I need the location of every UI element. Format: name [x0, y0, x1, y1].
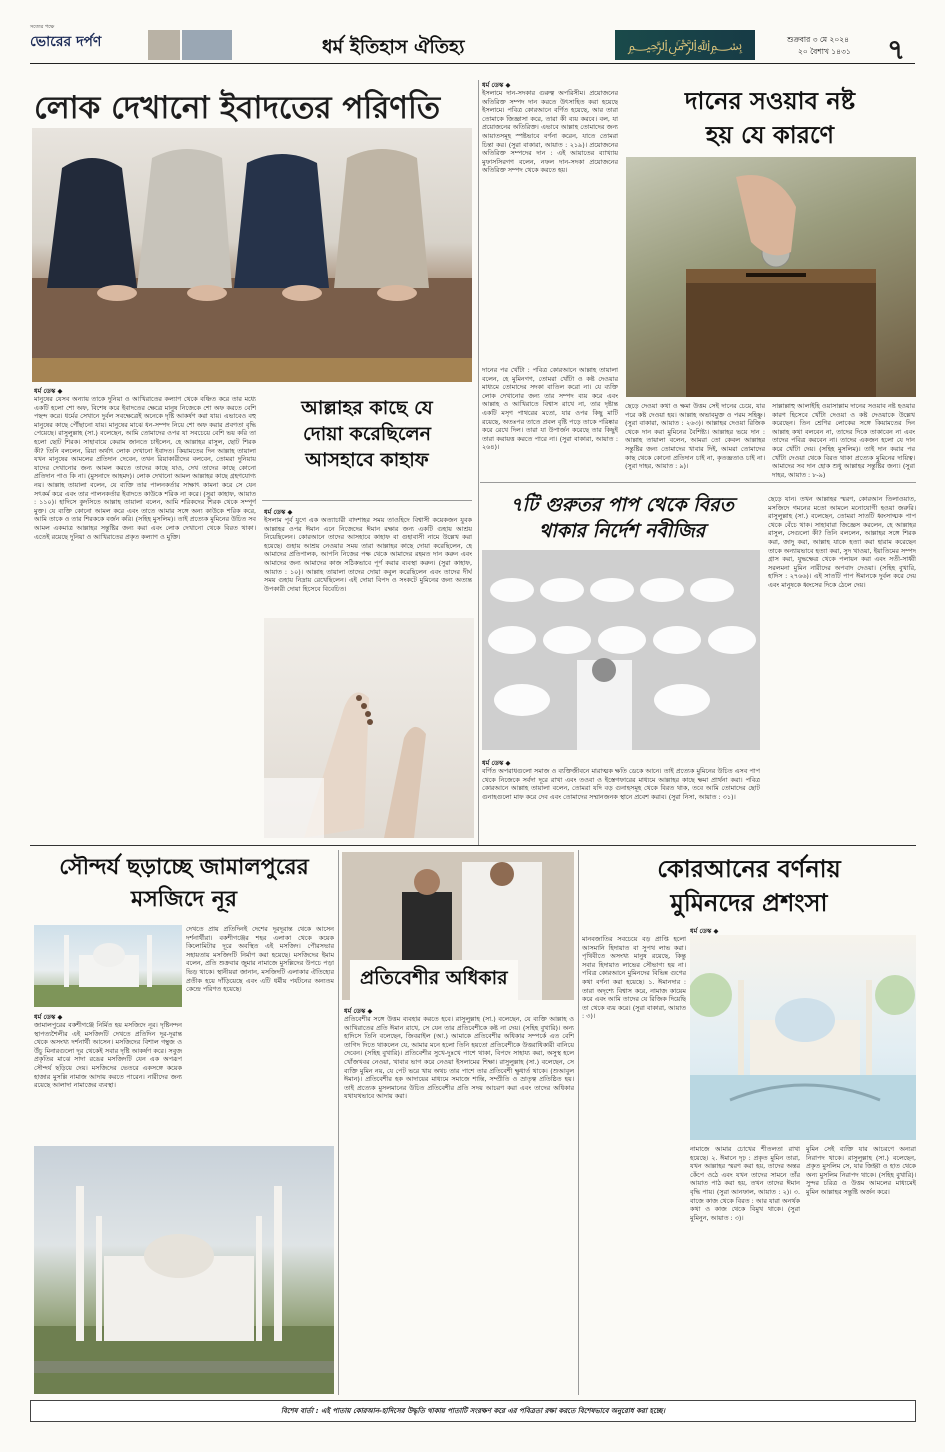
- body-quran-2: নামাজে আমার চোখের শীতলতা রাখা হয়েছে। ২. ঈমানে দৃঢ় : প্রকৃত মুমিন তারা, যখন আল্লাহর স্মরণ করা হয়, তাদের অন্তর কেঁপে ওঠে এবং যখন তাদের সামনে তাঁর আয়াত পাঠ করা হয়, তখন তাদের ঈমান বৃদ্ধি পায়। (সুরা আনফাল, আয়াত : ২)। ৩. বাজে কাজ থেকে বিরত : আর যারা অনর্থক কথা ও কাজ থেকে বিমুখ থাকে। (সুরা মুমিনুন, আয়াত : ৩)।: [690, 1145, 800, 1222]
- desk-neighbor: ধর্ম ডেস্ক ◆: [344, 1007, 373, 1015]
- desk-lok-dekhano: ধর্ম ডেস্ক ◆: [34, 387, 63, 395]
- donation-box-photo: [626, 157, 916, 397]
- section-title: ধর্ম ইতিহাস ঐতিহ্য: [322, 36, 465, 58]
- col-rule-1: [478, 80, 479, 845]
- body-quran-1b: [582, 1125, 686, 1393]
- body-jamalpur-1: জামালপুরের বকশীগঞ্জে নির্মিত হয় মসজিদে নূর। দৃষ্টিনন্দন স্থাপত্যশৈলীর এই মসজিদটি দেখতে প্রতিদিন দূর-দূরান্ত থেকে অসংখ্য দর্শনার্থী আসেন। মসজিদের বিশাল গম্বুজ ও উঁচু মিনারগুলো দূর থেকেই সবার দৃষ্টি আকর্ষণ করে। সবুজ প্রকৃতির মাঝে সাদা রঙের মসজিদটি যেন এক অপরূপ সৌন্দর্য ছড়িয়ে দেয়। মসজিদের ভেতরে একসঙ্গে কয়েক হাজার মুসল্লি নামাজ আদায় করতে পারেন। নারীদের জন্য রয়েছে আলাদা নামাজের ব্যবস্থা।: [34, 1021, 182, 1090]
- desk-dan: ধর্ম ডেস্ক ◆: [482, 81, 511, 89]
- desk-quran: ধর্ম ডেস্ক ◆: [690, 927, 719, 935]
- bottom-section-rule: [30, 845, 916, 846]
- mosque-aerial-illustration: [34, 1146, 334, 1394]
- footer-note: বিশেষ বার্তা : এই পাতায় কোরআন-হাদিসের উদ্ধৃতি থাকায় পাতাটি সংরক্ষণ করে এর পবিত্রতা রক্ষা করতে বিশেষভাবে অনুরোধ করা হচ্ছে।: [280, 1407, 666, 1415]
- congregation-photo: [482, 550, 760, 750]
- masthead-calligraphy-icon: ﷽: [615, 30, 755, 60]
- body-dan-2: দানের পর খোঁটা : পবিত্র কোরআনে আল্লাহ তায়ালা বলেন, হে মুমিনগণ, তোমরা খোঁটা ও কষ্ট দেওয়ার মাধ্যমে তোমাদের সদকা বাতিল করো না। যে ব্যক্তি লোক দেখানোর জন্য তার সম্পদ ব্যয় করে এবং আল্লাহ ও আখিরাতে বিশ্বাস রাখে না, তার দৃষ্টান্ত একটি মসৃণ পাথরের মতো, যার ওপর কিছু মাটি রয়েছে, অতঃপর তাতে প্রবল বৃষ্টি পড়ে তাকে পরিষ্কার করে রেখে দিল। তারা যা উপার্জন করেছে তার কিছুই তারা করায়ত্ত করতে পারে না। (সুরা বাকারা, আয়াত : ২৬৪)।: [482, 366, 618, 452]
- desk-jamalpur: ধর্ম ডেস্ক ◆: [34, 1013, 63, 1021]
- body-dan-4: সাল্লাল্লাহু আলাইহি ওয়াসাল্লাম দানের সওয়াব নষ্ট হওয়ার কারণ হিসেবে খোঁটা দেওয়া ও কষ্ট দেওয়াকে উল্লেখ করেছেন। তিন শ্রেণির লোকের সঙ্গে কিয়ামতের দিন আল্লাহ কথা বলবেন না, তাদের দিকে তাকাবেন না এবং তাদের পবিত্র করবেন না। তাদের একজন হলো যে দান করে খোঁটা দেয়। (সহিহ মুসলিম)। তাই দান করার পর খোঁটা দেওয়া থেকে বিরত থাকা প্রত্যেক মুমিনের দায়িত্ব। আমাদের সব দান হোক শুধু আল্লাহর সন্তুষ্টির জন্য। (সুরা দাহর, আয়াত : ৮-৯): [772, 402, 915, 479]
- body-sin-2: বর্ণিত অপরাধগুলো সমাজ ও ব্যক্তিজীবনে মারাত্মক ক্ষতি ডেকে আনে। তাই প্রত্যেক মুমিনের উচিত এসব পাপ থেকে নিজেকে সর্বদা দূরে রাখা এবং তওবা ও ইস্তেগফারের মাধ্যমে আল্লাহর কাছে ক্ষমা প্রার্থনা করা। পবিত্র কোরআনে আল্লাহ তায়ালা বলেন, তোমরা যদি বড় গুনাহসমূহ থেকে বিরত থাক, তবে আমি তোমাদের ছোট গুনাহগুলো মাফ করে দেব এবং তোমাদের সম্মানজনক স্থানে প্রবেশ করাব। (সুরা নিসা, আয়াত : ৩১)।: [482, 767, 760, 801]
- sin-headline-line2: থাকার নির্দেশ নবীজির: [538, 520, 706, 542]
- masthead-tagline: সত্যের পক্ষে: [30, 24, 55, 30]
- prayer-photo: [32, 128, 472, 382]
- jamalpur-headline-line2: মসজিদে নূর: [130, 887, 237, 912]
- dan-headline-line1: দানের সওয়াব নষ্ট: [684, 87, 856, 115]
- footer-note-box: [30, 1400, 916, 1422]
- quran-headline-block: [582, 852, 916, 920]
- quran-mosque-painting: [690, 935, 916, 1140]
- headline-lok-dekhano: লোক দেখানো ইবাদতের পরিণতি: [34, 90, 441, 126]
- kahaf-rule: [262, 500, 472, 501]
- quran-headline-line2: মুমিনদের প্রশংসা: [670, 889, 828, 917]
- body-neighbor: প্রতিবেশীর সঙ্গে উত্তম ব্যবহার করতে হবে। রাসুলুল্লাহ (সা.) বলেছেন, যে ব্যক্তি আল্লাহ ও আখিরাতের প্রতি ঈমান রাখে, সে যেন তার প্রতিবেশীকে কষ্ট না দেয়। (সহিহ বুখারি)। অন্য হাদিসে তিনি বলেছেন, জিবরাইল (আ.) আমাকে প্রতিবেশীর অধিকার সম্পর্কে এত বেশি তাগিদ দিতে থাকলেন যে, আমার মনে হলো তিনি হয়তো প্রতিবেশীকে উত্তরাধিকারী বানিয়ে দেবেন। (সহিহ বুখারি)। প্রতিবেশীর সুখে-দুঃখে পাশে থাকা, বিপদে সাহায্য করা, অসুস্থ হলে খোঁজখবর নেওয়া, খাবার ভাগ করে নেওয়া ইসলামের শিক্ষা। রাসুলুল্লাহ (সা.) বলেছেন, সে ব্যক্তি মুমিন নয়, যে পেট ভরে খায় অথচ তার পাশে তার প্রতিবেশী ক্ষুধার্ত থাকে। (শুআবুল ঈমান)। প্রতিবেশীর হক আদায়ের মাধ্যমে সমাজে শান্তি, সম্প্রীতি ও ভ্রাতৃত্ব প্রতিষ্ঠিত হয়। তাই প্রত্যেক মুসলমানের উচিত প্রতিবেশীর প্রতি সদয় আচরণ করা এবং তাদের অধিকার যথাযথভাবে আদায় করা।: [344, 1015, 574, 1101]
- kahaf-headline-line3: আসহাবে কাহাফ: [305, 449, 429, 471]
- sin-headline-line1: ৭টি গুরুতর পাপ থেকে বিরত: [510, 494, 734, 516]
- kahaf-headline-block: [262, 395, 472, 495]
- date-line-1: শুক্রবার ৩ মে ২০২৪: [787, 35, 849, 44]
- masthead: [0, 0, 945, 68]
- neighbor-headline: প্রতিবেশীর অধিকার: [350, 960, 518, 1000]
- mosque-icon: [34, 925, 182, 1007]
- donation-box-illustration: [626, 157, 916, 397]
- sin-top-rule: [480, 482, 916, 483]
- page-number: ৭: [887, 33, 906, 66]
- prayer-photo-illustration: [32, 128, 472, 382]
- dan-headline-block: [625, 84, 915, 152]
- desk-sin: ধর্ম ডেস্ক ◆: [482, 759, 511, 767]
- jamalpur-headline-line1: সৌন্দর্য ছড়াচ্ছে জামালপুরের: [59, 855, 309, 880]
- body-lok-dekhano: মানুষের যেসব অন্যায় তাকে দুনিয়া ও আখিরাতের কল্যাণ থেকে বঞ্চিত করে তার মধ্যে একটি হলো শো অফ, বিশেষ করে ইবাদতের ক্ষেত্রে মানুষ নিজেকে শো অফ করতে বেশি পছন্দ করে। ধর্মের সেখানে দুর্বল সবক্ষেত্রেই অনেকে দৃষ্টি আকর্ষণ করা যায়। এভাবেও বহু মানুষের কাছে পৌঁছানো যায়। মানুষের মাঝে ধন-সম্পদ নিয়ে শো অফ করার প্রবণতা বৃদ্ধি পেয়েছে। রাসুলুল্লাহ (সা.) বলেছেন, আমি তোমাদের ওপর যা সবচেয়ে বেশি ভয় করি তা হলো ছোট শিরক। সাহাবায়ে কেরাম জানতে চাইলেন, হে আল্লাহর রাসুল, ছোট শিরক কী? তিনি বললেন, রিয়া অর্থাৎ লোক দেখানো ইবাদত। কিয়ামতের দিন আল্লাহ তায়ালা যখন মানুষের আমলের প্রতিদান দেবেন, তখন রিয়াকারীদের বলবেন, তোমরা দুনিয়ায় যাদের দেখানোর জন্য আমল করতে তাদের কাছে যাও, দেখ তাদের কাছে কোনো প্রতিদান পাও কি না। (মুসনাদে আহমদ)। লোক দেখানো আমল আল্লাহর কাছে গ্রহণযোগ্য নয়। আল্লাহ তায়ালা বলেন, যে ব্যক্তি তার পালনকর্তার সাক্ষাৎ কামনা করে সে যেন সৎকর্ম করে এবং তার পালনকর্তার ইবাদতে কাউকে শরিক না করে। (সুরা কাহাফ, আয়াত : ১১০)। হাদিসে কুদসিতে আল্লাহ তায়ালা বলেন, আমি শরিকদের শিরক থেকে সম্পূর্ণ মুক্ত। যে ব্যক্তি কোনো আমল করে এবং তাতে আমার সঙ্গে অন্য কাউকে শরিক করে, আমি তাকে ও তার শিরককে বর্জন করি। (সহিহ মুসলিম)। তাই প্রত্যেক মুমিনের উচিত সব আমল একমাত্র আল্লাহর সন্তুষ্টির জন্য করা এবং লোক দেখানো থেকে বিরত থাকা। এতেই রয়েছে দুনিয়া ও আখিরাতের প্রকৃত কল্যাণ ও মুক্তি।: [34, 395, 256, 541]
- mosque-photo-large: [34, 1146, 334, 1394]
- dan-headline-line2: হয় যে কারণে: [705, 121, 835, 149]
- body-dan-3: ছেড়ে দেওয়া কথা ও ক্ষমা উত্তম সেই দানের চেয়ে, যার পরে কষ্ট দেওয়া হয়। আল্লাহ অভাবমুক্ত ও পরম সহিষ্ণু। (সুরা বাকারা, আয়াত : ২৬৩)। আল্লাহর দেওয়া রিজিক থেকে দান করা মুমিনের বৈশিষ্ট্য। আল্লাহর ভয়ে দান : আল্লাহ তায়ালা বলেন, আমরা তো কেবল আল্লাহর সন্তুষ্টির জন্য তোমাদের খাবার দিই, আমরা তোমাদের কাছ থেকে কোনো প্রতিদান চাই না, কৃতজ্ঞতাও চাই না। (সুরা দাহর, আয়াত : ৯)।: [625, 402, 765, 471]
- body-quran-1: মানবজাতির সবচেয়ে বড় প্রাপ্তি হলো আসমানি হিদায়াত বা সুপথ লাভ করা। পৃথিবীতে অসংখ্য মানুষ রয়েছে, কিন্তু সবার হিদায়াত লাভের সৌভাগ্য হয় না। পবিত্র কোরআনে মুমিনদের বিভিন্ন গুণের কথা বর্ণনা করা হয়েছে। ১. ঈমানদার : তারা অদৃশ্যে বিশ্বাস করে, নামাজ কায়েম করে এবং আমি তাদের যে রিজিক দিয়েছি তা থেকে ব্যয় করে। (সুরা বাকারা, আয়াত : ৩)।: [582, 935, 686, 1021]
- body-sin-1: ছেড়ে যান। তখন আল্লাহর স্মরণ, কোরআন তিলাওয়াত, মসজিদে গমনের মতো আমলে মনোযোগী হওয়া জরুরি। রাসুলুল্লাহ (সা.) বলেছেন, তোমরা সাতটি ধ্বংসাত্মক পাপ থেকে বেঁচে থাক। সাহাবারা জিজ্ঞেস করলেন, হে আল্লাহর রাসুল, সেগুলো কী? তিনি বললেন, আল্লাহর সঙ্গে শিরক করা, জাদু করা, আল্লাহ যাকে হত্যা করা হারাম করেছেন তাকে অন্যায়ভাবে হত্যা করা, সুদ খাওয়া, ইয়াতিমের সম্পদ গ্রাস করা, যুদ্ধক্ষেত্র থেকে পলায়ন করা এবং সতী-সাধ্বী সরলমনা মুমিন নারীদের অপবাদ দেওয়া। (সহিহ বুখারি, হাদিস : ২৭৬৬)। এই সাতটি পাপ ঈমানকে দুর্বল করে দেয় এবং মানুষকে ধ্বংসের দিকে ঠেলে দেয়।: [768, 495, 916, 589]
- col-rule-3: [578, 850, 579, 1395]
- desk-kahaf: ধর্ম ডেস্ক ◆: [264, 508, 293, 516]
- hand-icon: [264, 618, 474, 838]
- jamalpur-headline-block: [34, 852, 334, 916]
- dua-hands-photo: [264, 618, 474, 838]
- masthead-photo-left: [148, 30, 180, 60]
- masthead-logo: ভোরের দর্পণ: [30, 34, 102, 50]
- body-jamalpur-2: দেখতে প্রায় প্রতিদিনই দেশের দূরদূরান্ত থেকে আসেন দর্শনার্থীরা। বকশীগঞ্জের শহর এলাকা থেকে কয়েক কিলোমিটার দূরে অবস্থিত এই মসজিদ। পৌরসভার সহায়তায় মসজিদটি নির্মাণ করা হয়েছে। মসজিদের ইমাম বলেন, প্রতি শুক্রবার জুমার নামাজে মুসল্লিদের উপচে পড়া ভিড় থাকে। স্থানীয়রা জানান, মসজিদটি এলাকার ঐতিহ্যের প্রতীক হয়ে দাঁড়িয়েছে এবং এটি ধর্মীয় পর্যটনের অন্যতম কেন্দ্রে পরিণত হয়েছে।: [186, 925, 334, 994]
- mosque-painting-illustration: [690, 935, 916, 1140]
- body-kahaf: ইসলাম পূর্ব যুগে এক অত্যাচারী বাদশাহর সময় তাওহিদে বিশ্বাসী কয়েকজন যুবক আল্লাহর ওপর ঈমান এনে নিজেদের ঈমান রক্ষার জন্য একটি গুহায় আশ্রয় নিয়েছিলেন। কোরআনে তাদের আসহাবে কাহাফ বা গুহাবাসী নামে উল্লেখ করা হয়েছে। গুহায় আশ্রয় নেওয়ার সময় তারা আল্লাহর কাছে দোয়া করেছিলেন, হে আমাদের প্রতিপালক, আপনি নিজের পক্ষ থেকে আমাদের রহমত দান করুন এবং আমাদের জন্য আমাদের কাজ সঠিকভাবে পূর্ণ করার ব্যবস্থা করুন। (সুরা কাহাফ, আয়াত : ১০)। আল্লাহ তায়ালা তাদের দোয়া কবুল করেছিলেন এবং তাদের দীর্ঘ সময় গুহায় নিদ্রায় রেখেছিলেন। এই দোয়া বিপদ ও সংকটে মুমিনের জন্য অত্যন্ত উপকারী দোয়া হিসেবে বিবেচিত।: [264, 516, 472, 593]
- date-line-2: ২০ বৈশাখ ১৪৩১: [798, 47, 851, 56]
- body-dan-1: ইসলামে দান-সদকার গুরুত্ব অপরিসীম। প্রয়োজনের অতিরিক্ত সম্পদ দান করতে উৎসাহিত করা হয়েছে ইসলামে। পবিত্র কোরআনে বর্ণিত হয়েছে, আর তারা তোমাকে জিজ্ঞাসা করে, তারা কী ব্যয় করবে। বল, যা প্রয়োজনের অতিরিক্ত। এভাবে আল্লাহ তোমাদের জন্য আয়াতসমূহ স্পষ্টভাবে বর্ণনা করেন, যাতে তোমরা চিন্তা কর। (সুরা বাকারা, আয়াত : ২১৯)। প্রয়োজনের অতিরিক্ত সম্পদের দান : এই আয়াতের ব্যাখ্যায় মুফাসসিরগণ বলেন, নফল দান-সদকা প্রয়োজনের অতিরিক্ত সম্পদ থেকে করতে হয়।: [482, 89, 618, 175]
- quran-headline-line1: কোরআনের বর্ণনায়: [657, 855, 841, 883]
- body-quran-3: মুমিন সেই ব্যক্তি যার আচরণে অন্যরা নিরাপদ থাকে। রাসুলুল্লাহ (সা.) বলেছেন, প্রকৃত মুসলিম সে, যার জিহ্বা ও হাত থেকে অন্য মুসলিম নিরাপদ থাকে। (সহিহ বুখারি)। সুন্দর চরিত্র ও উত্তম আমলের মাধ্যমেই মুমিন আল্লাহর সন্তুষ্টি অর্জন করে।: [806, 1145, 916, 1196]
- sin-headline-block: [482, 492, 762, 544]
- kahaf-headline-line1: আল্লাহর কাছে যে: [301, 397, 433, 419]
- mosque-photo-small: [34, 925, 182, 1007]
- congregation-illustration: [482, 550, 760, 750]
- kahaf-headline-line2: দোয়া করেছিলেন: [303, 423, 431, 445]
- masthead-rule: [30, 63, 915, 64]
- masthead-photo-left2: [182, 30, 232, 60]
- col-rule-2: [338, 850, 339, 1395]
